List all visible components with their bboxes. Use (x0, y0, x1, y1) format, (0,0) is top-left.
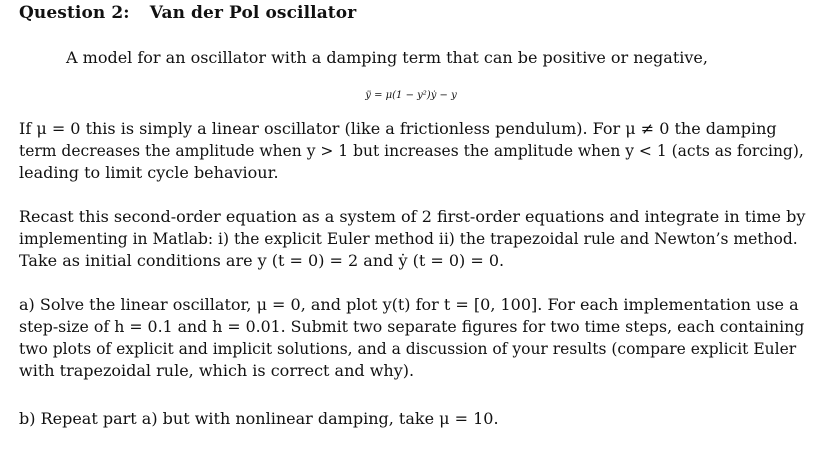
equation: ÿ = μ(1 − y²)ẏ − y (365, 90, 457, 101)
paragraph1-line-3: leading to limit cycle behaviour. (19, 163, 279, 182)
question-number: Question 2: (19, 3, 130, 23)
part-a-line-3: two plots of explicit and implicit solutions, and a discussion of your results (compare explicit Euler (19, 340, 797, 358)
part-b-line: b) Repeat part a) but with nonlinear damping, take μ = 10. (19, 409, 499, 428)
paragraph1-line-1: If μ = 0 this is simply a linear oscillator (like a frictionless pendulum). For μ ≠ 0 the damping (19, 119, 777, 138)
part-a-line-2: step-size of h = 0.1 and h = 0.01. Submit two separate figures for two time steps, each containing (19, 317, 805, 336)
paragraph2-line-2: implementing in Matlab: i) the explicit Euler method ii) the trapezoidal rule and Newton’s method. (19, 230, 798, 248)
intro-line: A model for an oscillator with a damping term that can be positive or negative, (66, 48, 708, 67)
part-a-line-4: with trapezoidal rule, which is correct and why). (19, 361, 415, 380)
paragraph2-line-1: Recast this second-order equation as a system of 2 first-order equations and integrate in time by (19, 207, 806, 226)
question-heading (19, 3, 356, 23)
paragraph1-line-2: term decreases the amplitude when y > 1 but increases the amplitude when y < 1 (acts as forcing), (19, 142, 804, 160)
question-title: Van der Pol oscillator (149, 3, 357, 23)
paragraph2-line-3: Take as initial conditions are y (t = 0) = 2 and ẏ (t = 0) = 0. (19, 251, 505, 270)
part-a-line-1: a) Solve the linear oscillator, μ = 0, and plot y(t) for t = [0, 100]. For each implementation use a (19, 295, 799, 314)
